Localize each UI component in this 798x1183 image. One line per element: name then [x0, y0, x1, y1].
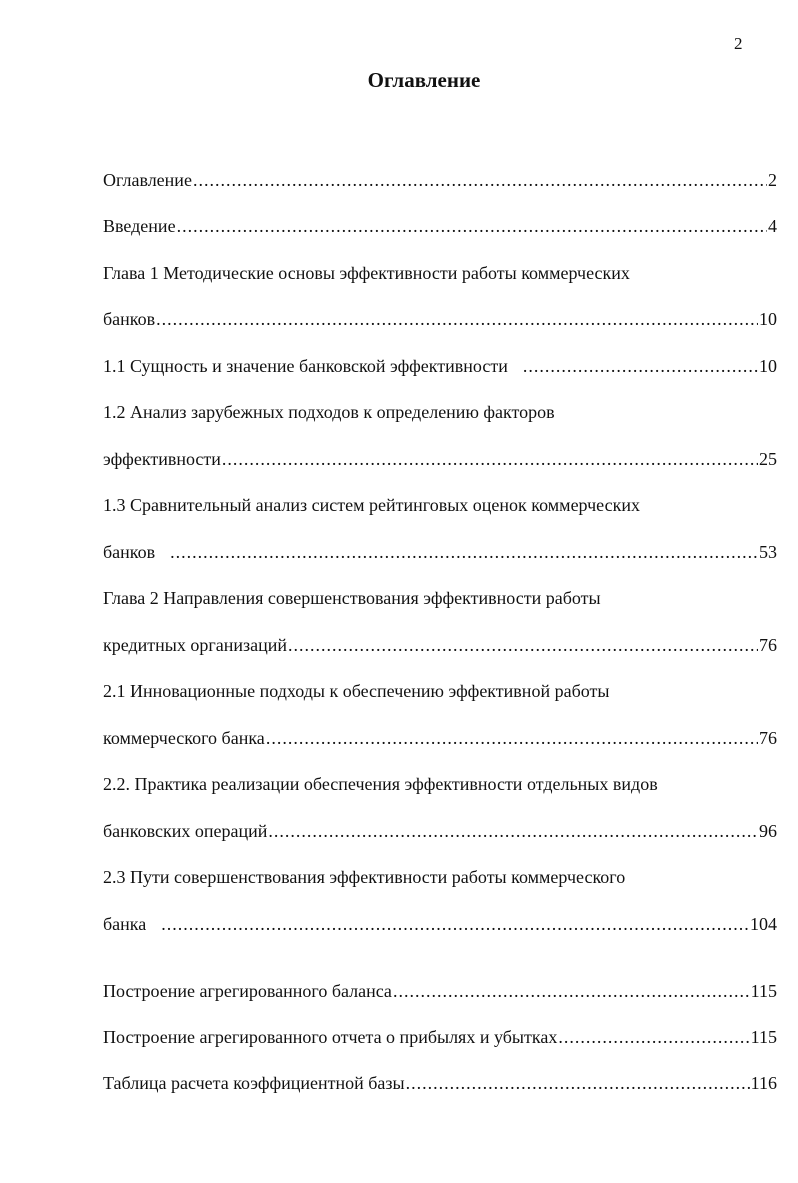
dot-leader	[156, 307, 758, 331]
toc-entry-section-1-1[interactable]	[103, 354, 777, 378]
toc-entry-section-1-2-line-1[interactable]	[103, 400, 777, 424]
toc-entry-title: Таблица расчета коэффициентной базы	[103, 1073, 405, 1093]
toc-entry-page: 53	[759, 542, 777, 562]
toc-entry-title: 2.3 Пути совершенствования эффективности работы коммерческого	[103, 867, 626, 887]
dot-leader	[268, 819, 758, 843]
dot-leader	[193, 168, 767, 192]
toc-entry-section-2-2-line-1[interactable]	[103, 772, 777, 796]
toc-entry-section-1-3[interactable]	[103, 540, 777, 564]
toc-entry-title: Построение агрегированного баланса	[103, 981, 392, 1001]
toc-entry-title: Глава 1 Методические основы эффективности работы коммерческих	[103, 263, 630, 283]
toc-entry-page: 4	[768, 216, 777, 236]
dot-leader	[558, 1025, 749, 1049]
toc-entry-contents[interactable]	[103, 168, 777, 192]
page-title: Оглавление	[367, 68, 481, 92]
dot-leader	[161, 912, 749, 936]
toc-entry-section-1-2[interactable]	[103, 447, 777, 471]
toc-entry-chapter-1-line-1[interactable]	[103, 261, 777, 285]
toc-entry-page: 76	[759, 728, 777, 748]
toc-entry-title-continued: банков	[103, 542, 156, 562]
toc-entry-aggregated-profit-loss[interactable]	[103, 1025, 777, 1049]
toc-entry-title-continued: кредитных организаций	[103, 635, 288, 655]
toc-entry-title: 1.1 Сущность и значение банковской эффективности	[103, 356, 508, 376]
toc-entry-title: Введение	[103, 216, 176, 236]
toc-entry-page: 76	[759, 635, 777, 655]
toc-entry-section-1-3-line-1[interactable]	[103, 493, 777, 517]
dot-leader	[393, 979, 750, 1003]
toc-entry-coefficient-table[interactable]	[103, 1071, 777, 1095]
toc-entry-page: 96	[759, 821, 777, 841]
toc-entry-title: 2.1 Инновационные подходы к обеспечению эффективной работы	[103, 681, 610, 701]
toc-entry-title-continued: банка	[103, 914, 147, 934]
toc-entry-title-continued: эффективности	[103, 449, 221, 469]
dot-leader	[177, 214, 767, 238]
toc-entry-page: 2	[768, 170, 777, 190]
dot-leader	[266, 726, 758, 750]
toc-entry-page: 10	[759, 356, 777, 376]
toc-entry-page: 25	[759, 449, 777, 469]
toc-entry-chapter-2[interactable]	[103, 633, 777, 657]
toc-entry-chapter-1[interactable]	[103, 307, 777, 331]
toc-entry-introduction[interactable]	[103, 214, 777, 238]
dot-leader	[523, 354, 758, 378]
dot-leader	[406, 1071, 750, 1095]
toc-entry-section-2-1[interactable]	[103, 726, 777, 750]
toc-entry-title: 1.3 Сравнительный анализ систем рейтинговых оценок коммерческих	[103, 495, 640, 515]
toc-entry-section-2-1-line-1[interactable]	[103, 679, 777, 703]
toc-entry-aggregated-balance[interactable]	[103, 979, 777, 1003]
page-number: 2	[734, 34, 743, 53]
toc-entry-title-continued: банков	[103, 309, 156, 329]
toc-entry-title-continued: банковских операций	[103, 821, 268, 841]
toc-entry-chapter-2-line-1[interactable]	[103, 586, 777, 610]
toc-entry-title: 1.2 Анализ зарубежных подходов к определению факторов	[103, 402, 555, 422]
toc-entry-title: Глава 2 Направления совершенствования эффективности работы	[103, 588, 601, 608]
toc-entry-page: 116	[750, 1073, 777, 1093]
toc-entry-section-2-2[interactable]	[103, 819, 777, 843]
toc-entry-title: Оглавление	[103, 170, 192, 190]
toc-entry-page: 115	[750, 1027, 777, 1047]
toc-entry-title-continued: коммерческого банка	[103, 728, 265, 748]
dot-leader	[170, 540, 758, 564]
toc-entry-page: 104	[750, 914, 777, 934]
dot-leader	[222, 447, 758, 471]
toc-entry-section-2-3[interactable]	[103, 912, 777, 936]
toc-entry-page: 10	[759, 309, 777, 329]
dot-leader	[288, 633, 758, 657]
toc-entry-title: Построение агрегированного отчета о прибылях и убытках	[103, 1027, 558, 1047]
toc-entry-section-2-3-line-1[interactable]	[103, 865, 777, 889]
toc-entry-title: 2.2. Практика реализации обеспечения эффективности отдельных видов	[103, 774, 658, 794]
toc-entry-page: 115	[750, 981, 777, 1001]
